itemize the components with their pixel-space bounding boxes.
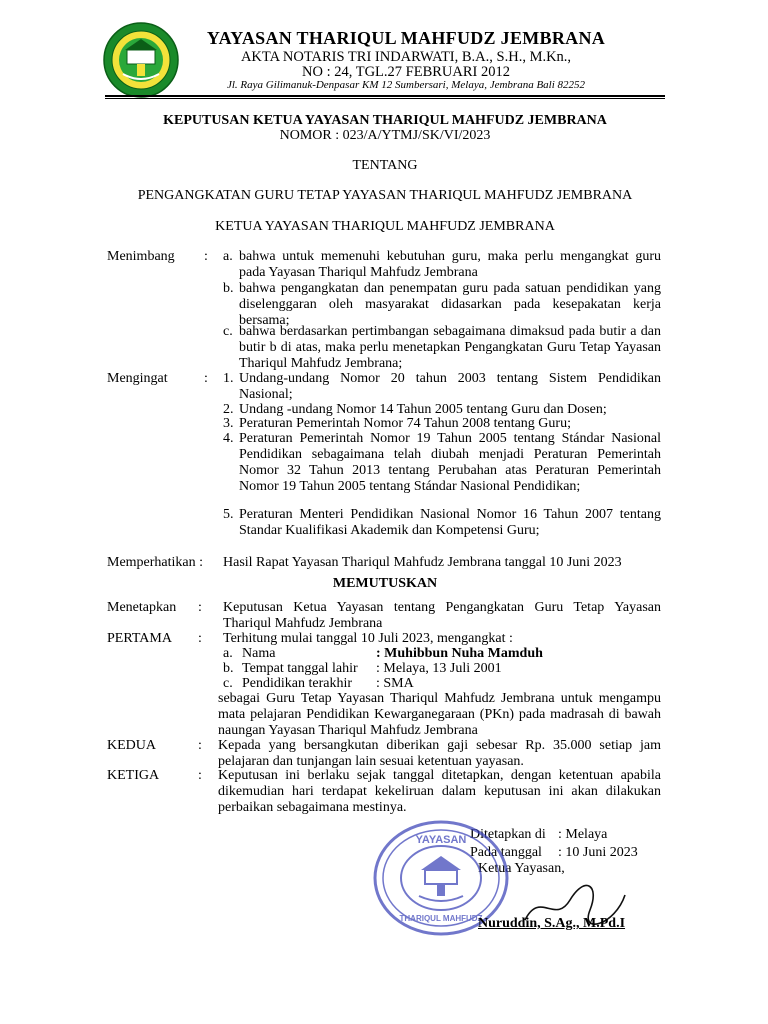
mengingat-item-4: Peraturan Pemerintah Nomor 19 Tahun 2005 tentang Stándar Nasional Pendidikan sebagaimana telah diubah menjadi Peraturan Pemerintah Nomor 32 Tahun 2013 tentang Perubahan atas Peraturan Pemerintah Nomor 19 Tahun 2005 tentang Stándar Nasional Pendidikan; <box>239 431 661 494</box>
sig-place-value: : Melaya <box>558 827 608 842</box>
mengingat-marker-4: 4. <box>223 431 234 446</box>
pertama-intro: Terhitung mulai tanggal 10 Juli 2023, mengangkat : <box>223 631 513 646</box>
mengingat-item-1: Undang-undang Nomor 20 tahun 2003 tentang Sistem Pendidikan Nasional; <box>239 371 661 402</box>
notary-deed: AKTA NOTARIS TRI INDARWATI, B.A., S.H., M.Kn., <box>240 49 572 65</box>
menetapkan-label: Menetapkan <box>107 600 177 615</box>
ketiga-colon: : <box>198 768 202 783</box>
decree-number: NOMOR : 023/A/YTMJ/SK/VI/2023 <box>279 128 491 143</box>
pertama-closing: sebagai Guru Tetap Yayasan Thariqul Mahfudz Jembrana untuk mengampu mata pelajaran Pendidikan Kewarganegaraan (PKn) pada madrasah di bawah naungan Yayasan Thariqul Mahfudz Jembrana <box>218 691 661 738</box>
mengingat-marker-3: 3. <box>223 416 234 431</box>
mengingat-item-3: Peraturan Pemerintah Nomor 74 Tahun 2008 tentang Guru; <box>239 416 571 431</box>
sig-date-label: Pada tanggal <box>470 845 542 860</box>
field-value-pendidikan: : SMA <box>376 676 414 691</box>
memutuskan-heading: MEMUTUSKAN <box>332 576 438 591</box>
decree-title: KEPUTUSAN KETUA YAYASAN THARIQUL MAHFUDZ JEMBRANA <box>163 113 607 128</box>
pertama-colon: : <box>198 631 202 646</box>
foundation-address: Jl. Raya Gilimanuk-Denpasar KM 12 Sumbersari, Melaya, Jembrana Bali 82252 <box>226 79 586 91</box>
menimbang-marker-b: b. <box>223 281 234 296</box>
menimbang-colon: : <box>204 249 208 264</box>
letterhead-divider <box>105 95 665 97</box>
pertama-label: PERTAMA <box>107 631 172 646</box>
kedua-label: KEDUA <box>107 738 156 753</box>
field-marker-b: b. <box>223 661 234 676</box>
menimbang-marker-a: a. <box>223 249 233 264</box>
stamp-text-top: YAYASAN <box>415 834 467 846</box>
stamp-text-bottom: THARIQUL MAHFUDZ <box>399 914 483 923</box>
menimbang-item-a: bahwa untuk memenuhi kebutuhan guru, maka perlu mengangkat guru pada Yayasan Thariqul Mahfudz Jembrana <box>239 249 661 280</box>
memperhatikan-label: Memperhatikan : <box>107 555 204 570</box>
mengingat-marker-1: 1. <box>223 371 234 386</box>
foundation-name: YAYASAN THARIQUL MAHFUDZ JEMBRANA <box>206 28 606 48</box>
kedua-text: Kepada yang bersangkutan diberikan gaji sebesar Rp. 35.000 setiap jam pelajaran dan tunjangan lain sesuai ketentuan yayasan. <box>218 738 661 769</box>
kedua-colon: : <box>198 738 202 753</box>
mengingat-colon: : <box>204 371 208 386</box>
sig-date-value: : 10 Juni 2023 <box>558 845 638 860</box>
letterhead-divider-thin <box>105 98 665 99</box>
decree-tentang: TENTANG <box>352 158 418 173</box>
memperhatikan-text: Hasil Rapat Yayasan Thariqul Mahfudz Jembrana tanggal 10 Juni 2023 <box>223 555 622 570</box>
menimbang-marker-c: c. <box>223 324 233 339</box>
menetapkan-colon: : <box>198 600 202 615</box>
menimbang-label: Menimbang <box>107 249 175 264</box>
sig-role: Ketua Yayasan, <box>478 861 565 876</box>
field-marker-c: c. <box>223 676 233 691</box>
sig-name: Nuruddin, S.Ag., M.Pd.I <box>478 916 626 931</box>
field-label-pendidikan: Pendidikan terakhir <box>242 676 353 691</box>
mengingat-marker-5: 5. <box>223 507 234 522</box>
ketiga-text: Keputusan ini berlaku sejak tanggal ditetapkan, dengan ketentuan apabila dikemudian hari terdapat kekeliruan dalam keputusan ini akan dilakukan perbaikan sebagaimana mestinya. <box>218 768 661 815</box>
mengingat-label: Mengingat <box>107 371 168 386</box>
mengingat-item-5: Peraturan Menteri Pendidikan Nasional Nomor 16 Tahun 2007 tentang Standar Kualifikasi Akademik dan Kompetensi Guru; <box>239 507 661 538</box>
mengingat-marker-2: 2. <box>223 402 234 417</box>
deed-number: NO : 24, TGL.27 FEBRUARI 2012 <box>302 64 510 80</box>
field-value-nama: : Muhibbun Nuha Mamduh <box>376 646 543 661</box>
field-label-nama: Nama <box>242 646 276 661</box>
ketiga-label: KETIGA <box>107 768 160 783</box>
menimbang-item-c: bahwa berdasarkan pertimbangan sebagaimana dimaksud pada butir a dan butir b di atas, maka perlu menetapkan Pengangkatan Guru Tetap Yayasan Thariqul Mahfudz Jembrana; <box>239 324 661 371</box>
decree-issuer: KETUA YAYASAN THARIQUL MAHFUDZ JEMBRANA <box>215 219 555 234</box>
decree-subject: PENGANGKATAN GURU TETAP YAYASAN THARIQUL MAHFUDZ JEMBRANA <box>137 188 633 203</box>
mengingat-item-2: Undang -undang Nomor 14 Tahun 2005 tentang Guru dan Dosen; <box>239 402 607 417</box>
foundation-logo <box>103 22 179 98</box>
field-value-ttl: : Melaya, 13 Juli 2001 <box>376 661 502 676</box>
menetapkan-text: Keputusan Ketua Yayasan tentang Pengangkatan Guru Tetap Yayasan Thariqul Mahfudz Jembrana <box>223 600 661 631</box>
field-marker-a: a. <box>223 646 233 661</box>
field-label-ttl: Tempat tanggal lahir <box>242 661 358 676</box>
sig-place-label: Ditetapkan di <box>470 827 546 842</box>
menimbang-item-b: bahwa pengangkatan dan penempatan guru pada satuan pendidikan yang diselenggaran oleh masyarakat didasarkan pada kesepakatan kerja bersama; <box>239 281 661 328</box>
